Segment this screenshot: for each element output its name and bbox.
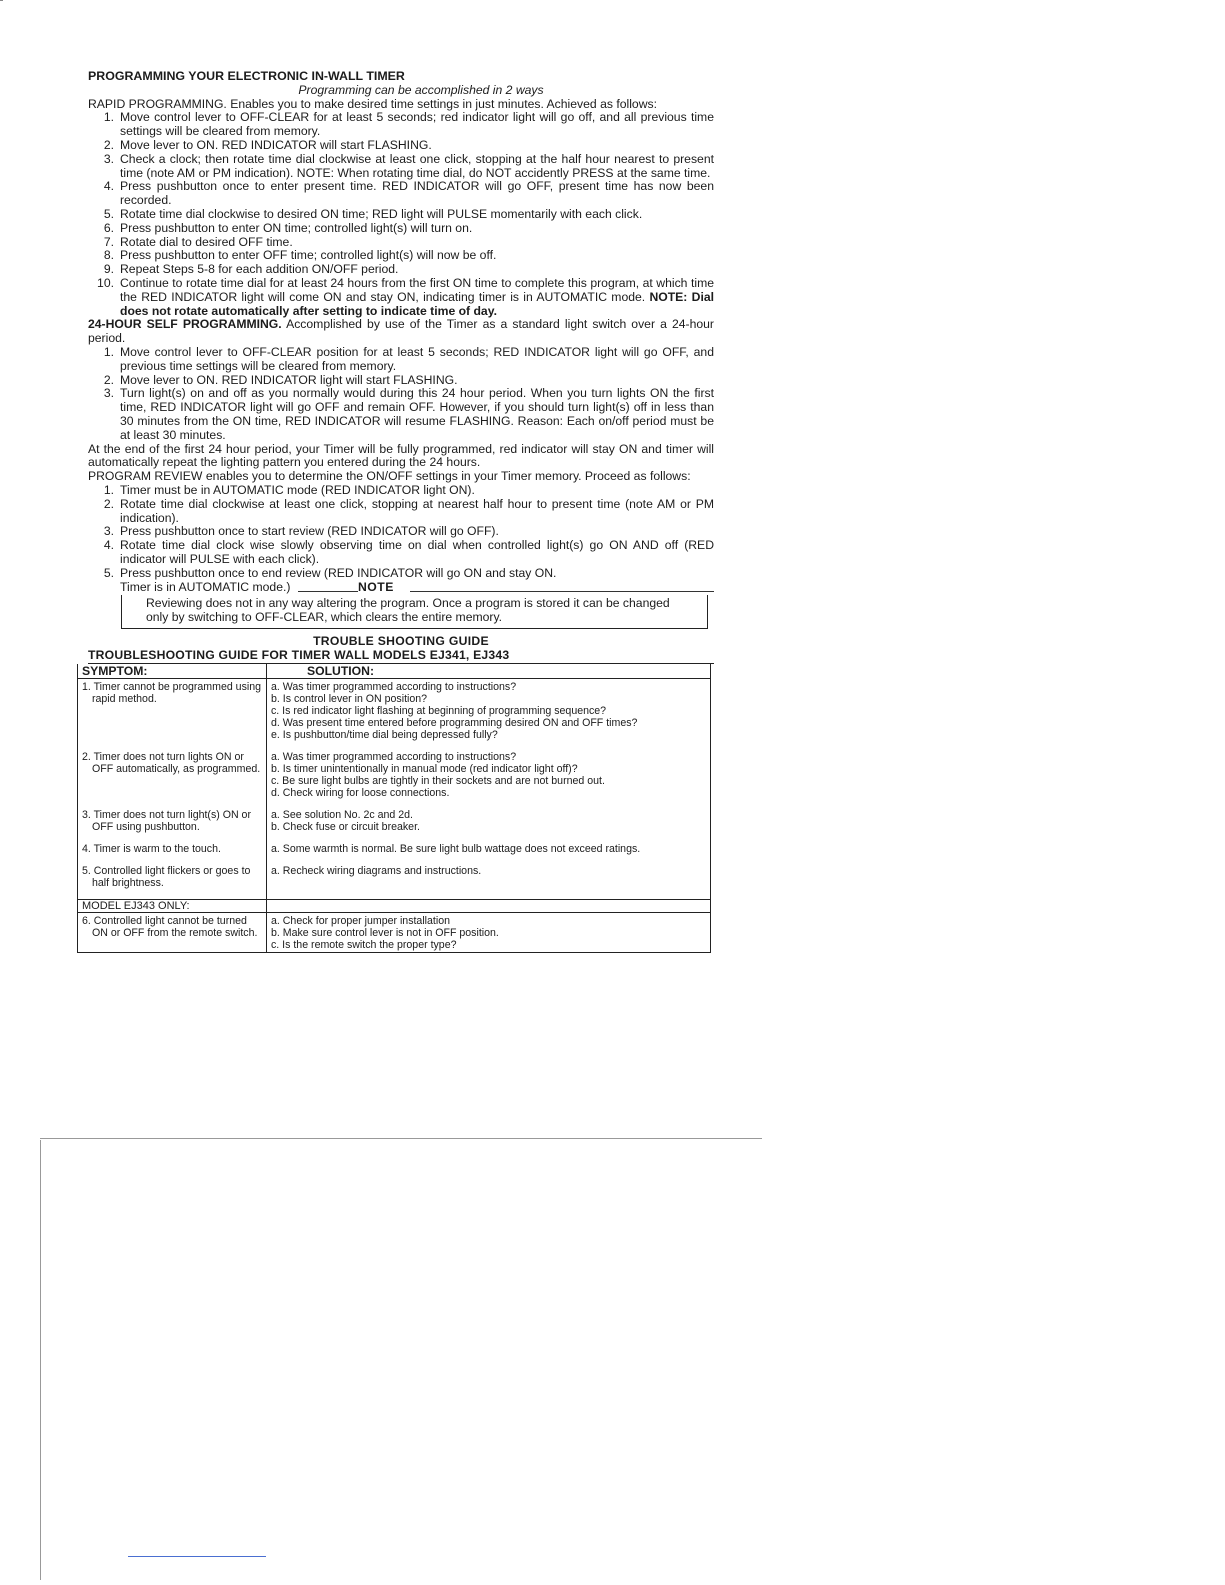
step-number: 10. [97,275,114,290]
symptom-text: 3. Timer does not turn light(s) ON or OFF using pushbutton. [82,808,251,833]
step-item [88,484,714,498]
step-text: Check a clock; then rotate time dial clockwise at least one click, stopping at the half hour nearest to present time (note AM or PM indication). NOTE: When rotating time dial, do NOT accidently PRESS at the same time. [120,151,714,180]
rapid-intro [88,98,714,112]
solution-item: b. Is timer unintentionally in manual mode (red indicator light off)? [271,762,578,775]
solution-item: c. Be sure light bulbs are tightly in their sockets and are not burned out. [271,774,605,787]
step-number: 3. [103,386,114,401]
step-item [88,263,714,277]
solution-cell [267,751,711,809]
review-intro: PROGRAM REVIEW enables you to determine the ON/OFF settings in your Timer memory. Proceed as follows: [88,469,691,484]
scan-corner-mark [0,0,3,1]
solution-item: b. Is control lever in ON position? [271,692,428,705]
note-rule-right [410,591,714,592]
step-text: Move lever to ON. RED INDICATOR light will start FLASHING. [120,372,458,387]
table-row [78,843,711,865]
step-text: Press pushbutton to enter ON time; controlled light(s) will turn on. [120,220,473,235]
step-text: Press pushbutton once to end review (RED INDICATOR will go ON and stay ON. [120,565,557,580]
step-number: 2. [103,137,114,152]
step-number: 4. [103,538,114,553]
solution-item: a. See solution No. 2c and 2d. [271,808,413,821]
step-item [88,346,714,374]
step-item [88,374,714,388]
step-text: Continue to rotate time dial for at least 24 hours from the first ON time to complete this program, at which time the RED INDICATOR light will come ON and stay ON, indicating timer is in AUTOMATIC mode. [120,275,714,304]
step-item [88,539,714,567]
blue-underline [128,1556,266,1557]
solution-cell [267,809,711,843]
solution-cell [267,912,711,952]
trouble-table-body [78,664,711,953]
review-step5-tail: Timer is in AUTOMATIC mode.) [120,580,291,595]
symptom-cell [78,912,267,952]
symptom-text: 5. Controlled light flickers or goes to half brightness. [82,864,251,889]
model-label: MODEL EJ343 ONLY: [78,899,267,912]
step-text: Turn light(s) on and off as you normally would during this 24 hour period. When you turn lights ON the first time, RED INDICATOR light will go OFF and remain OFF. However, if you should turn light(s) off in less than 30 minutes from the ON time, RED INDICATOR will resume FLASHING. Reason: Each on/off period must be at least 30 minutes. [120,386,714,442]
note-label: NOTE [358,580,394,595]
solution-item: c. Is red indicator light flashing at beginning of programming sequence? [271,704,607,717]
note-rule-left [298,591,358,592]
table-row [78,678,711,751]
self-prog-closing: At the end of the first 24 hour period, your Timer will be fully programmed, red indicator will stay ON and timer will automatically repeat the lighting pattern you entered during the 24 hours. [88,441,714,470]
solution-header: SOLUTION: [267,664,711,679]
rapid-steps [88,111,714,277]
step-text: Move control lever to OFF-CLEAR position for at least 5 seconds; RED INDICATOR light will go OFF, and previous time settings will be cleared from memory. [120,344,714,373]
solution-item: d. Check wiring for loose connections. [271,786,450,799]
model-row [78,899,711,912]
note-text: Reviewing does not in any way altering the program. Once a program is stored it can be changed only by switching to OFF-CLEAR, which clears the entire memory. [146,596,670,625]
symptom-cell [78,678,267,751]
trouble-guide-subtitle: TROUBLESHOOTING GUIDE FOR TIMER WALL MODELS EJ341, EJ343 [88,649,714,664]
self-prog-steps [88,346,714,443]
solution-item: c. Is the remote switch the proper type? [271,938,457,951]
trouble-guide-title: TROUBLE SHOOTING GUIDE [313,634,489,649]
page-divider [40,1138,762,1139]
table-row [78,751,711,809]
step-number: 1. [103,344,114,359]
solution-cell [267,678,711,751]
step-number: 2. [103,496,114,511]
step-item [88,525,714,539]
trouble-table [77,664,711,953]
solution-item: d. Was present time entered before programming desired ON and OFF times? [271,716,638,729]
step-number: 9. [103,262,114,277]
step-item [88,236,714,250]
step-number: 1. [103,110,114,125]
step-item [88,180,714,208]
step-item [88,222,714,236]
solution-item: a. Some warmth is normal. Be sure light bulb wattage does not exceed ratings. [271,842,641,855]
step-text: Move control lever to OFF-CLEAR for at least 5 seconds; red indicator light will go off, and all previous time settings will be cleared from memory. [120,110,714,139]
table-row [78,912,711,952]
solution-cell [267,843,711,865]
step-text: Press pushbutton to enter OFF time; controlled light(s) will now be off. [120,248,497,263]
solution-item: b. Make sure control lever is not in OFF position. [271,926,499,939]
self-prog-lead: 24-HOUR SELF PROGRAMMING. [88,317,282,332]
step-text: Press pushbutton once to enter present time. RED INDICATOR will go OFF, present time has now been recorded. [120,179,714,208]
step-text: Rotate time dial clockwise at least one click, stopping at nearest half hour to present time (note AM or PM indication). [120,496,714,525]
step-text: Repeat Steps 5-8 for each addition ON/OFF period. [120,262,399,277]
dial-note: NOTE: Dial does not rotate automatically after setting to indicate time of day. [120,289,714,318]
symptom-text: 4. Timer is warm to the touch. [82,842,221,855]
symptom-text: 1. Timer cannot be programmed using rapid method. [82,680,262,705]
step-number: 3. [103,524,114,539]
rapid-intro-lead: RAPID PROGRAMMING. [88,96,227,111]
step-number: 7. [103,234,114,249]
step-item [88,249,714,263]
step-number: 3. [103,151,114,166]
rapid-intro-text: Enables you to make desired time settings in just minutes. Achieved as follows: [226,96,657,111]
step-text: Rotate time dial clockwise to desired ON time; RED light will PULSE momentarily with each click. [120,206,643,221]
symptom-cell [78,843,267,865]
step-text: Rotate dial to desired OFF time. [120,234,293,249]
solution-item: a. Was timer programmed according to instructions? [271,680,517,693]
page-subtitle: Programming can be accomplished in 2 ways [298,82,544,97]
step-number: 1. [103,482,114,497]
step-number: 5. [103,565,114,580]
solution-item: a. Check for proper jumper installation [271,914,451,927]
instruction-sheet [82,69,714,953]
note-heading-line [88,581,714,595]
symptom-cell [78,751,267,809]
step-item [88,567,714,581]
solution-item: a. Recheck wiring diagrams and instructions. [271,864,482,877]
self-prog-intro [88,318,714,346]
self-prog-intro-text: Accomplished by use of the Timer as a standard light switch over a 24-hour period. [88,317,714,346]
symptom-cell [78,865,267,900]
step-number: 6. [103,220,114,235]
symptom-text: 2. Timer does not turn lights ON or OFF automatically, as programmed. [82,750,261,775]
step-item [88,153,714,181]
symptom-text: 6. Controlled light cannot be turned ON or OFF from the remote switch. [82,914,258,939]
step-text: Rotate time dial clock wise slowly observing time on dial when controlled light(s) go ON AND off (RED indicator will PULSE with each click). [120,538,714,566]
rapid-step-10 [88,277,714,318]
step-number: 2. [103,372,114,387]
note-box [121,595,708,629]
step-text: Press pushbutton once to start review (RED INDICATOR will go OFF). [120,524,499,539]
step-number: 4. [103,179,114,194]
table-header-row [78,664,711,679]
solution-item: e. Is pushbutton/time dial being depressed fully? [271,728,498,741]
symptom-cell [78,809,267,843]
step-item [88,139,714,153]
table-row [78,809,711,843]
solution-cell [267,865,711,900]
step-number: 5. [103,206,114,221]
step-text: Move lever to ON. RED INDICATOR will start FLASHING. [120,137,432,152]
step-item [88,498,714,526]
step-text: Timer must be in AUTOMATIC mode (RED INDICATOR light ON). [120,482,475,497]
step-item [88,387,714,442]
solution-item: a. Was timer programmed according to instructions? [271,750,517,763]
step-number: 8. [103,248,114,263]
symptom-header: SYMPTOM: [78,664,267,679]
solution-item: b. Check fuse or circuit breaker. [271,820,420,833]
table-row [78,865,711,900]
step-item [88,208,714,222]
step-item [88,111,714,139]
page-title: PROGRAMMING YOUR ELECTRONIC IN-WALL TIMER [88,69,405,83]
model-empty-cell [267,899,711,912]
review-steps [88,484,714,581]
page-edge-line [40,1140,41,1580]
